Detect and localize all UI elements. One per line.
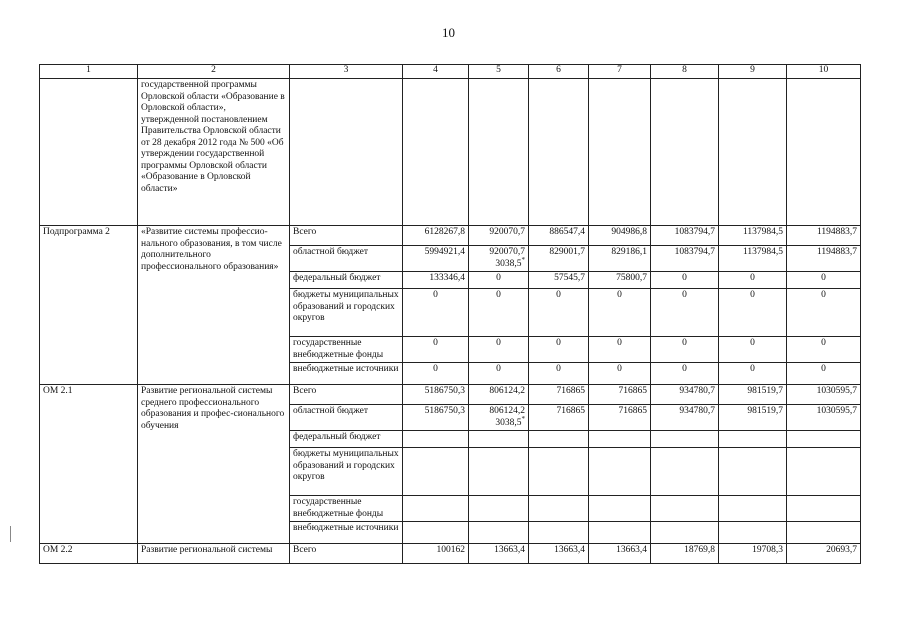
margin-mark [10, 526, 11, 542]
value-cell [719, 289, 787, 337]
value-cell [719, 496, 787, 522]
value-cell [403, 363, 469, 385]
value-cell [403, 496, 469, 522]
value-cell [589, 337, 651, 363]
value-cell [469, 272, 529, 289]
value-text: 13663,4 [554, 545, 585, 555]
value-cell [529, 431, 589, 448]
value-text: 1137984,5 [742, 227, 783, 237]
value-cell [787, 363, 861, 385]
value-cell [403, 385, 469, 405]
value-cell [403, 431, 469, 448]
value-cell [529, 544, 589, 564]
value-text: 0 [433, 364, 438, 374]
value-text: 5186750,3 [424, 386, 465, 396]
value-text: 0 [821, 338, 826, 348]
header-cell: 4 [403, 65, 469, 79]
value-text: 806124,2 [489, 386, 525, 396]
funding-source: внебюджетные источники [290, 363, 403, 385]
value-cell [589, 496, 651, 522]
value-text: 0 [821, 364, 826, 374]
value-text: 920070,7 [489, 247, 525, 257]
funding-source: федеральный бюджет [290, 272, 403, 289]
funding-source: Всего [290, 226, 403, 246]
value-cell [469, 496, 529, 522]
value-cell [651, 405, 719, 431]
value-text: 1030595,7 [816, 406, 857, 416]
value-cell [529, 272, 589, 289]
value-text: 829186,1 [611, 247, 647, 257]
value-text: 716865 [618, 386, 647, 396]
value-cell [469, 385, 529, 405]
table-row [40, 544, 861, 564]
value-text: 0 [556, 290, 561, 300]
value-text: 57545,7 [554, 273, 585, 283]
value-text: 0 [750, 364, 755, 374]
value-text: 886547,4 [549, 227, 585, 237]
value-cell [787, 385, 861, 405]
program-code: ОМ 2.2 [40, 544, 138, 564]
value-text: 18769,8 [684, 545, 715, 555]
value-text: 0 [682, 290, 687, 300]
value-cell [469, 431, 529, 448]
funding-source: бюджеты муниципальных образований и городских округов [290, 289, 403, 337]
value-text: 1194883,7 [816, 227, 857, 237]
header-cell: 9 [719, 65, 787, 79]
funding-source: государственные внебюджетные фонды [290, 337, 403, 363]
value-text: 1083794,7 [674, 247, 715, 257]
value-text: 920070,7 [489, 227, 525, 237]
header-cell: 2 [138, 65, 290, 79]
header-cell: 3 [290, 65, 403, 79]
value-cell [529, 496, 589, 522]
value-cell [403, 226, 469, 246]
value-cell [787, 522, 861, 544]
footnote-mark: * [521, 255, 525, 264]
header-cell: 6 [529, 65, 589, 79]
value-text: 100162 [436, 545, 465, 555]
value-cell [719, 272, 787, 289]
value-cell [589, 431, 651, 448]
value-cell [719, 337, 787, 363]
value-text: 0 [750, 338, 755, 348]
header-row [40, 65, 861, 79]
value-text: 1194883,7 [816, 247, 857, 257]
program-name: «Развитие системы профессио-нального образования, в том числе дополнительного профессионального образования» [138, 226, 290, 385]
value-cell [469, 226, 529, 246]
value-cell [469, 448, 529, 496]
value-cell [589, 405, 651, 431]
value-text: 0 [433, 338, 438, 348]
value-cell [589, 226, 651, 246]
value-text: 934780,7 [679, 406, 715, 416]
value-text: 20693,7 [826, 545, 857, 555]
value-cell [787, 226, 861, 246]
value-text: 133346,4 [429, 273, 465, 283]
value-cell [403, 272, 469, 289]
value-cell [651, 522, 719, 544]
budget-table [39, 64, 861, 564]
code-cell [40, 79, 138, 226]
value-cell [529, 448, 589, 496]
value-text: 0 [682, 364, 687, 374]
header-cell: 1 [40, 65, 138, 79]
value-text: 75800,7 [616, 273, 647, 283]
value-cell [719, 448, 787, 496]
value-cell [787, 289, 861, 337]
value-cell [403, 246, 469, 272]
value-cell [589, 448, 651, 496]
funding-source: государственные внебюджетные фонды [290, 496, 403, 522]
value-cell [529, 246, 589, 272]
value-text: 0 [821, 290, 826, 300]
value-text: 19708,3 [752, 545, 783, 555]
value-cell [651, 337, 719, 363]
additional-amount: 3038,5 [495, 258, 522, 269]
value-text: 1083794,7 [674, 227, 715, 237]
value-text: 5186750,3 [424, 406, 465, 416]
program-code: ОМ 2.1 [40, 385, 138, 544]
value-cell [787, 272, 861, 289]
value-cell [651, 431, 719, 448]
value-cell [469, 289, 529, 337]
value-text: 0 [617, 290, 622, 300]
value-text: 5994921,4 [424, 247, 465, 257]
value-cell [651, 544, 719, 564]
funding-source: внебюджетные источники [290, 522, 403, 544]
value-text: 716865 [556, 406, 585, 416]
value-text: 0 [821, 273, 826, 283]
value-text: 1137984,5 [742, 247, 783, 257]
page-number: 10 [442, 25, 455, 40]
value-cell [469, 246, 529, 272]
value-cell [529, 363, 589, 385]
value-text: 716865 [556, 386, 585, 396]
value-cell [651, 363, 719, 385]
value-cell [719, 246, 787, 272]
value-cell [787, 431, 861, 448]
value-cell [589, 363, 651, 385]
value-cell [403, 448, 469, 496]
value-cell [469, 363, 529, 385]
value-text: 981519,7 [747, 406, 783, 416]
value-cell [469, 522, 529, 544]
program-code: Подпрограмма 2 [40, 226, 138, 385]
value-cell [469, 405, 529, 431]
value-text: 981519,7 [747, 386, 783, 396]
header-cell: 5 [469, 65, 529, 79]
value-cell [787, 448, 861, 496]
program-name: Развитие региональной системы среднего профессионального образования и профес-сионального обучения [138, 385, 290, 544]
value-cell [651, 246, 719, 272]
program-name: Развитие региональной системы [138, 544, 290, 564]
value-cell [403, 337, 469, 363]
value-cell [403, 289, 469, 337]
value-cell [403, 405, 469, 431]
value-cell [589, 385, 651, 405]
value-text: 1030595,7 [816, 386, 857, 396]
value-text: 904986,8 [611, 227, 647, 237]
value-text: 934780,7 [679, 386, 715, 396]
value-text: 0 [556, 338, 561, 348]
value-text: 0 [750, 290, 755, 300]
value-text: 0 [433, 290, 438, 300]
table-row [40, 385, 861, 405]
value-cell [529, 226, 589, 246]
value-text: 0 [682, 338, 687, 348]
value-text: 13663,4 [494, 545, 525, 555]
footnote-mark: * [521, 414, 525, 423]
table-row [40, 226, 861, 246]
value-cell [787, 246, 861, 272]
value-cell [719, 363, 787, 385]
value-cell [529, 337, 589, 363]
value-text: 0 [556, 364, 561, 374]
value-cell [719, 522, 787, 544]
value-cell [651, 385, 719, 405]
value-cell [787, 496, 861, 522]
value-text: 0 [617, 364, 622, 374]
value-cell [529, 405, 589, 431]
value-cell [589, 522, 651, 544]
value-cell [719, 226, 787, 246]
value-text: 0 [496, 273, 501, 283]
value-cell [589, 272, 651, 289]
value-text: 13663,4 [616, 545, 647, 555]
table-body [40, 65, 861, 564]
value-cell [469, 544, 529, 564]
continuation-text: государственной программы Орловской области «Образование в Орловской области», утвержденной постановлением Правительства Орловской области от 28 декабря 2012 года № 500 «Об утверждении государственной программы Орловской области «Образование в Орловской области» [138, 79, 290, 226]
value-cell [651, 289, 719, 337]
value-cell [529, 522, 589, 544]
value-cell [529, 385, 589, 405]
value-cell [403, 544, 469, 564]
value-cell [719, 544, 787, 564]
value-cell [719, 385, 787, 405]
value-cell [403, 522, 469, 544]
value-cell [787, 405, 861, 431]
funding-source: областной бюджет [290, 405, 403, 431]
value-cell [787, 544, 861, 564]
value-cell [589, 544, 651, 564]
value-cell [719, 431, 787, 448]
value-cell [719, 405, 787, 431]
value-cell [469, 337, 529, 363]
value-cell [589, 289, 651, 337]
value-text: 6128267,8 [424, 227, 465, 237]
value-cell [651, 496, 719, 522]
value-text: 0 [617, 338, 622, 348]
additional-amount: 3038,5 [495, 417, 522, 428]
value-text: 829001,7 [549, 247, 585, 257]
funding-source: Всего [290, 385, 403, 405]
value-text: 0 [496, 290, 501, 300]
value-cell [787, 337, 861, 363]
value-text: 0 [682, 273, 687, 283]
value-text: 806124,2 [489, 406, 525, 416]
value-cell [651, 448, 719, 496]
funding-source: федеральный бюджет [290, 431, 403, 448]
value-text: 716865 [618, 406, 647, 416]
funding-source: Всего [290, 544, 403, 564]
value-cell [651, 272, 719, 289]
value-text: 0 [750, 273, 755, 283]
value-cell [589, 246, 651, 272]
funding-source: областной бюджет [290, 246, 403, 272]
header-cell: 10 [787, 65, 861, 79]
value-cell [529, 289, 589, 337]
header-cell: 8 [651, 65, 719, 79]
value-text: 0 [496, 338, 501, 348]
header-cell: 7 [589, 65, 651, 79]
continuation-row [40, 79, 861, 226]
funding-source: бюджеты муниципальных образований и городских округов [290, 448, 403, 496]
value-text: 0 [496, 364, 501, 374]
value-cell [651, 226, 719, 246]
